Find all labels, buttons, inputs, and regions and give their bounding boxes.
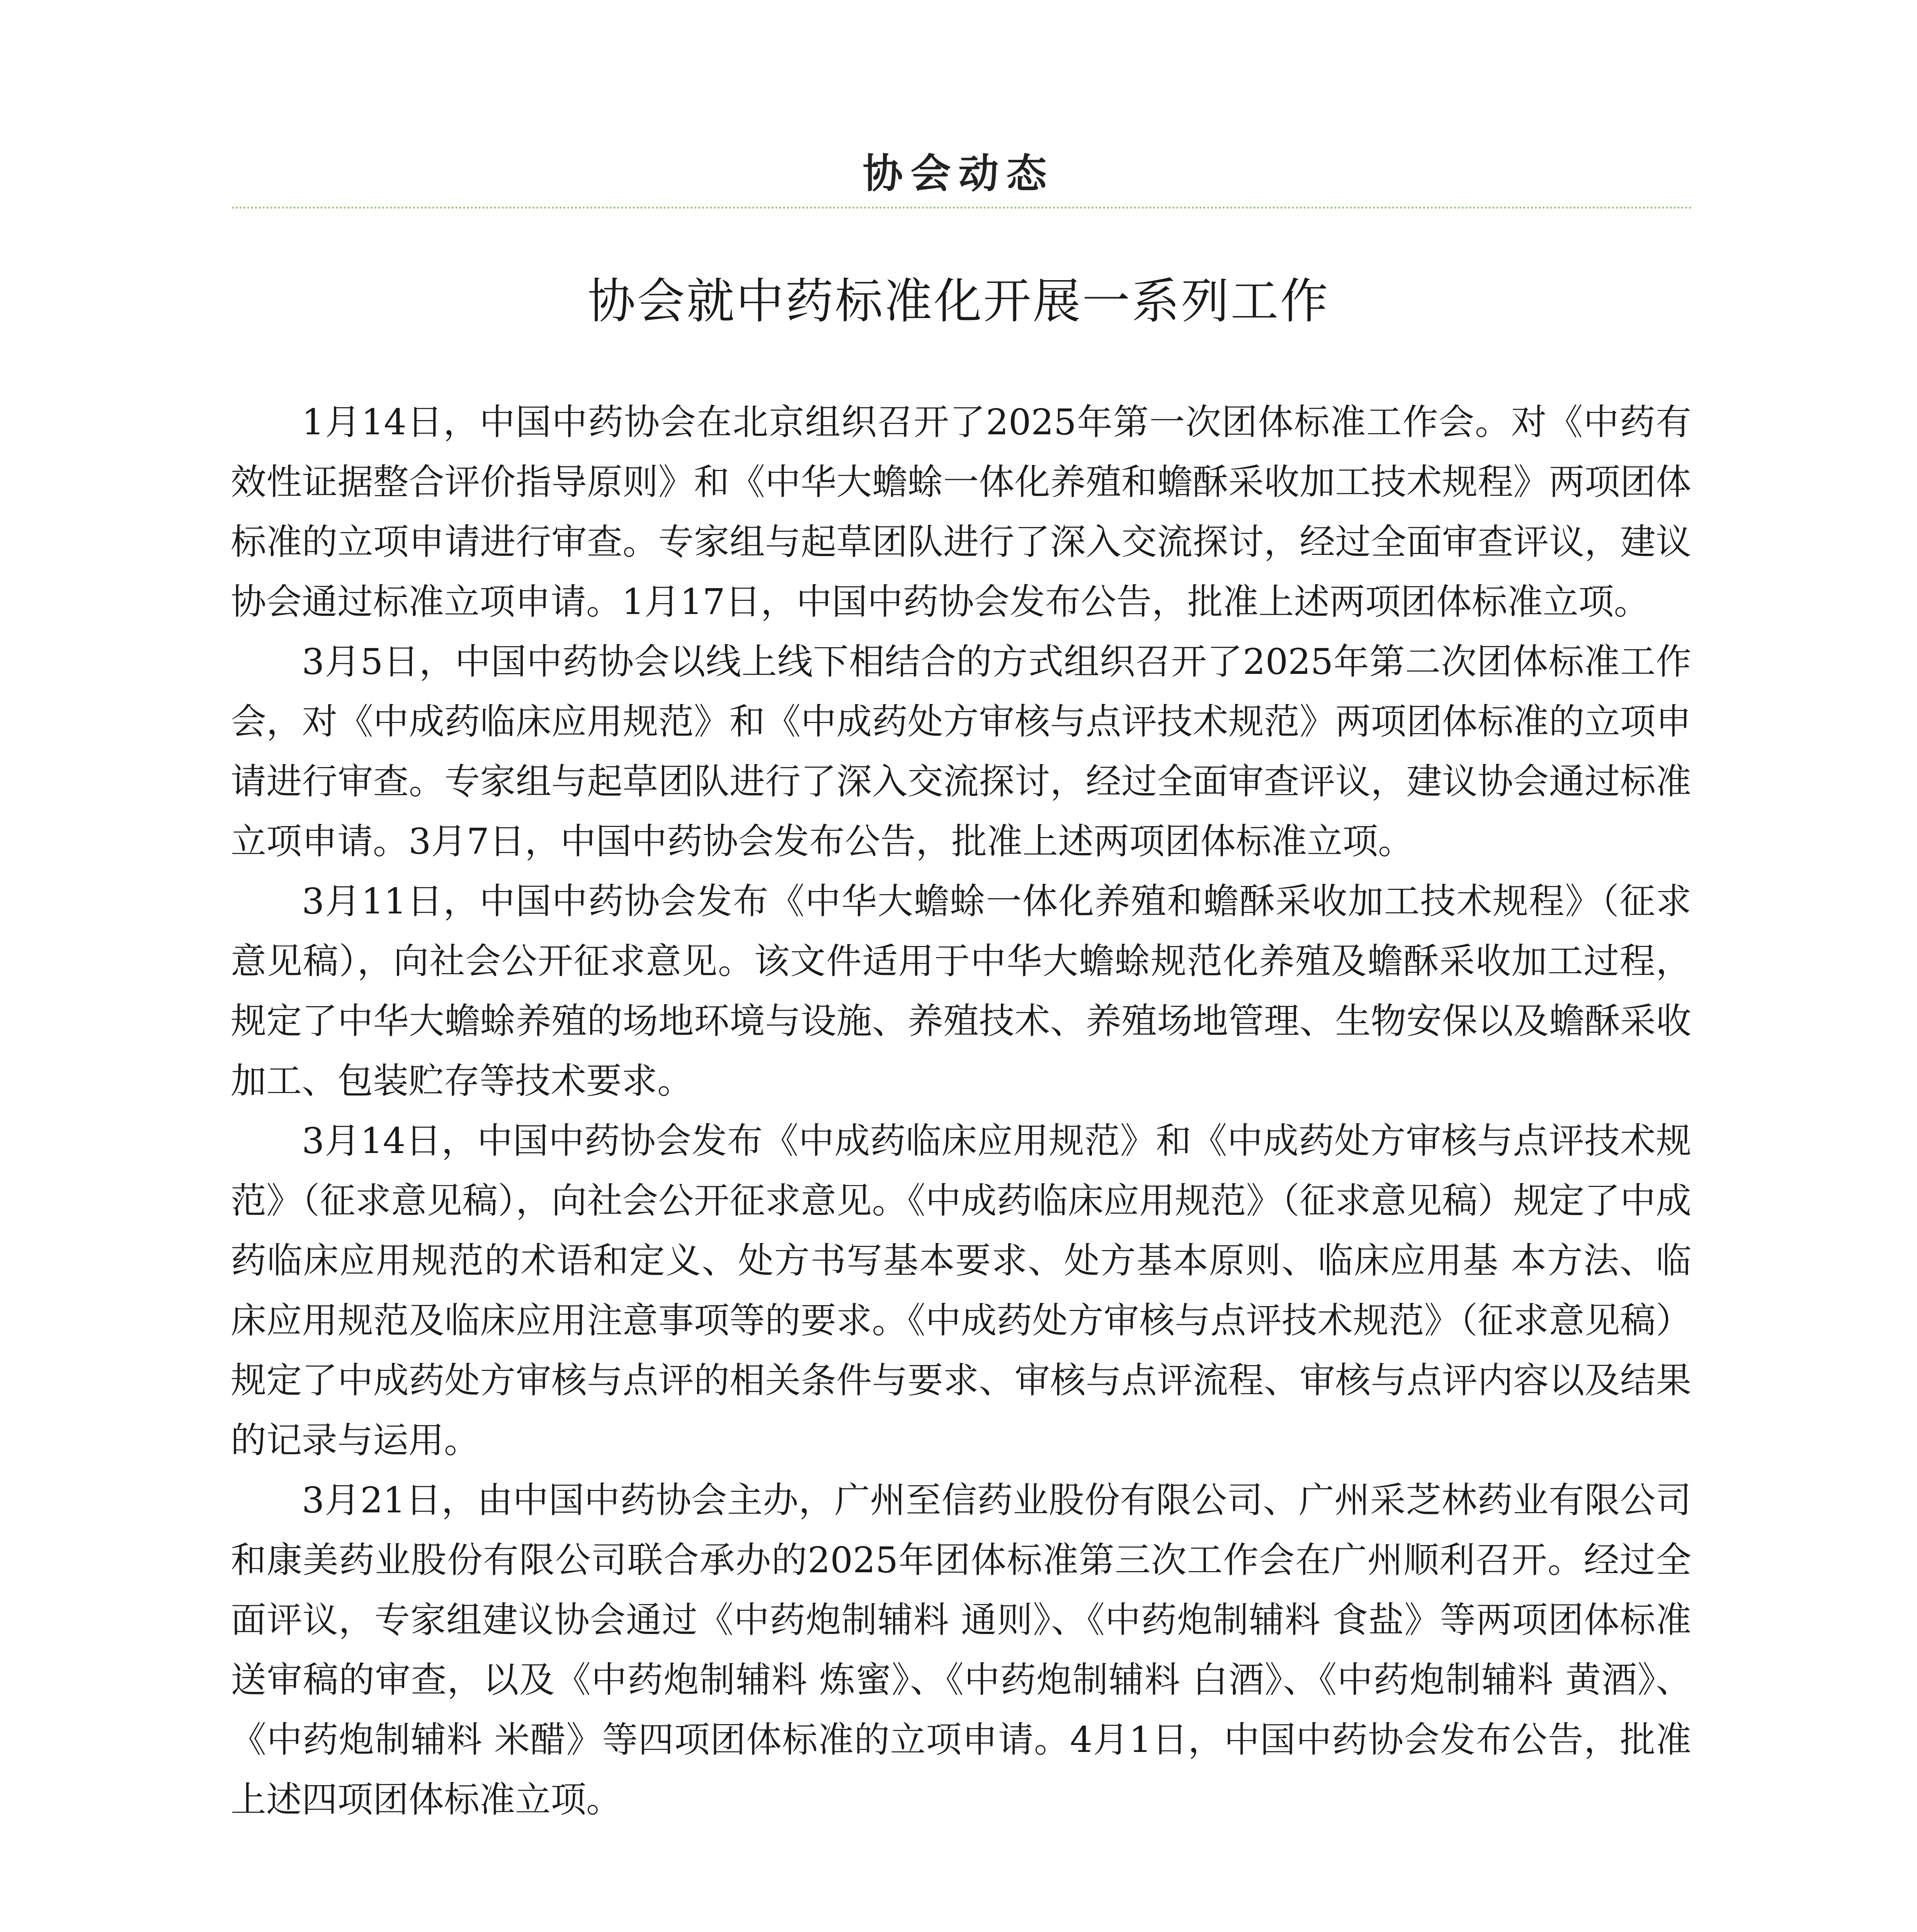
paragraph-1: 1月14日，中国中药协会在北京组织召开了2025年第一次团体标准工作会。对《中药有效性证据整合评价指导原则》和《中华大蟾蜍一体化养殖和蟾酥采收加工技术规程》两项团体标准的立项申请进行审查。专家组与起草团队进行了深入交流探讨，经过全面审查评议，建议协会通过标准立项申请。1月17日，中国中药协会发布公告，批准上述两项团体标准立项。 — [231, 401, 1691, 622]
article-title: 协会就中药标准化开展一系列工作 — [587, 274, 1330, 329]
paragraph-3: 3月11日，中国中药协会发布《中华大蟾蜍一体化养殖和蟾酥采收加工技术规程》（征求意见稿），向社会公开征求意见。该文件适用于中华大蟾蜍规范化养殖及蟾酥采收加工过程，规定了中华大蟾蜍养殖的场地环境与设施、养殖技术、养殖场地管理、生物安保以及蟾酥采收加工、包装贮存等技术要求。 — [231, 881, 1691, 1102]
article-body — [231, 392, 1691, 1830]
paragraph-5: 3月21日，由中国中药协会主办，广州至信药业股份有限公司、广州采芝林药业有限公司和康美药业股份有限公司联合承办的2025年团体标准第三次工作会在广州顺利召开。经过全面评议，专家组建议协会通过《中药炮制辅料 通则》、《中药炮制辅料 食盐》等两项团体标准送审稿的审查，以及《中药炮制辅料 炼蜜》、《中药炮制辅料 白酒》、《中药炮制辅料 黄酒》、《中药炮制辅料 米醋》等四项团体标准的立项申请。4月1日，中国中药协会发布公告，批准上述四项团体标准立项。 — [231, 1480, 1691, 1820]
paragraph-4: 3月14日，中国中药协会发布《中成药临床应用规范》和《中成药处方审核与点评技术规范》（征求意见稿），向社会公开征求意见。《中成药临床应用规范》（征求意见稿）规定了中成药临床应用规范的术语和定义、处方书写基本要求、处方基本原则、临床应用基 本方法、临床应用规范及临床应用注意事项等的要求。《中成药处方审核与点评技术规范》（征求意见稿）规定了中成药处方审核与点评的相关条件与要求、审核与点评流程、审核与点评内容以及结果的记录与运用。 — [231, 1120, 1691, 1461]
header-divider — [232, 207, 1692, 209]
paragraph-2: 3月5日，中国中药协会以线上线下相结合的方式组织召开了2025年第二次团体标准工作会，对《中成药临床应用规范》和《中成药处方审核与点评技术规范》两项团体标准的立项申请进行审查。专家组与起草团队进行了深入交流探讨，经过全面审查评议，建议协会通过标准立项申请。3月7日，中国中药协会发布公告，批准上述两项团体标准立项。 — [231, 641, 1691, 862]
section-header: 协会动态 — [862, 150, 1055, 197]
